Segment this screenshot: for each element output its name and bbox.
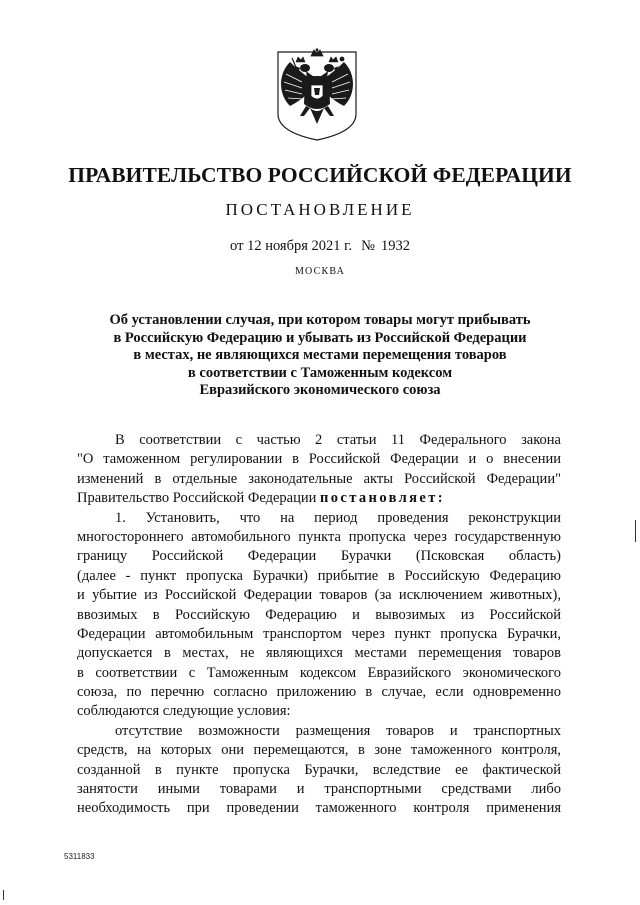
body-line: ввозимых в Российскую Федерацию и вывозимых из Российской (77, 606, 561, 623)
body-line: созданной в пункте пропуска Бурачки, вследствие ее фактической (77, 761, 561, 778)
date-number-line (0, 238, 640, 255)
decree-title (60, 312, 580, 400)
body-line: допускается в местах, не являющихся местами перемещения товаров (77, 645, 561, 662)
body-line: отсутствие возможности размещения товаров и транспортных (115, 722, 561, 739)
decree-number: 1932 (380, 238, 410, 254)
title-line: в Российскую Федерацию и убывать из Российской Федерации (113, 329, 527, 346)
scan-edge-mark (3, 890, 4, 900)
body-line: многостороннего автомобильного пункта пропуска через государственную (77, 528, 561, 545)
body-line: занятости иными товарами и транспортными средствами либо (77, 781, 561, 798)
body-line: В соответствии с частью 2 статьи 11 Федерального закона (115, 432, 561, 448)
body-line: союза, по перечню согласно приложению в случае, если одновременно (77, 684, 561, 701)
city-name: МОСКВА (294, 266, 346, 277)
body-line: средств, на которых они перемещаются, в зоне таможенного контроля, (77, 742, 561, 759)
document-type: ПОСТАНОВЛЕНИЕ (225, 200, 415, 219)
body-line: и убытие из Российской Федерации товаров (за исключением животных), (77, 587, 561, 604)
title-line: в местах, не являющихся местами перемещения товаров (133, 347, 507, 363)
body-line: "О таможенном регулировании в Российской Федерации и о внесении (77, 451, 561, 468)
title-line: Евразийского экономического союза (199, 382, 441, 398)
body-line: соблюдаются следующие условия: (77, 703, 291, 720)
scan-edge-mark (635, 520, 636, 542)
title-line: Об установлении случая, при котором товары могут прибывать (109, 312, 531, 328)
decree-word: постановляет: (319, 490, 446, 507)
number-sign: № (361, 238, 375, 254)
body-line: в соответствии с Таможенным кодексом Евразийского экономического (77, 664, 561, 681)
body-line: необходимость при проведении таможенного контроля применения (77, 800, 561, 817)
body-line: Федерации автомобильным транспортом через пункт пропуска Бурачки, (77, 625, 561, 642)
coat-of-arms-icon (272, 48, 362, 142)
government-title: ПРАВИТЕЛЬСТВО РОССИЙСКОЙ ФЕДЕРАЦИИ (68, 163, 572, 187)
decree-body (77, 431, 561, 819)
decree-date: от 12 ноября 2021 г. (230, 238, 353, 254)
title-line: в соответствии с Таможенным кодексом (187, 364, 453, 381)
body-line: (далее - пункт пропуска Бурачки) прибытие в Российскую Федерацию (77, 567, 561, 584)
body-line-decree (77, 489, 561, 508)
document-code: 5311833 (64, 852, 95, 861)
body-line: 1. Установить, что на период проведения реконструкции (115, 509, 561, 526)
body-line: изменений в отдельные законодательные акты Российской Федерации" (77, 470, 561, 487)
body-line: границу Российской Федерации Бурачки (Псковская область) (77, 548, 561, 565)
body-line-text: Правительство Российской Федерации (77, 490, 317, 507)
